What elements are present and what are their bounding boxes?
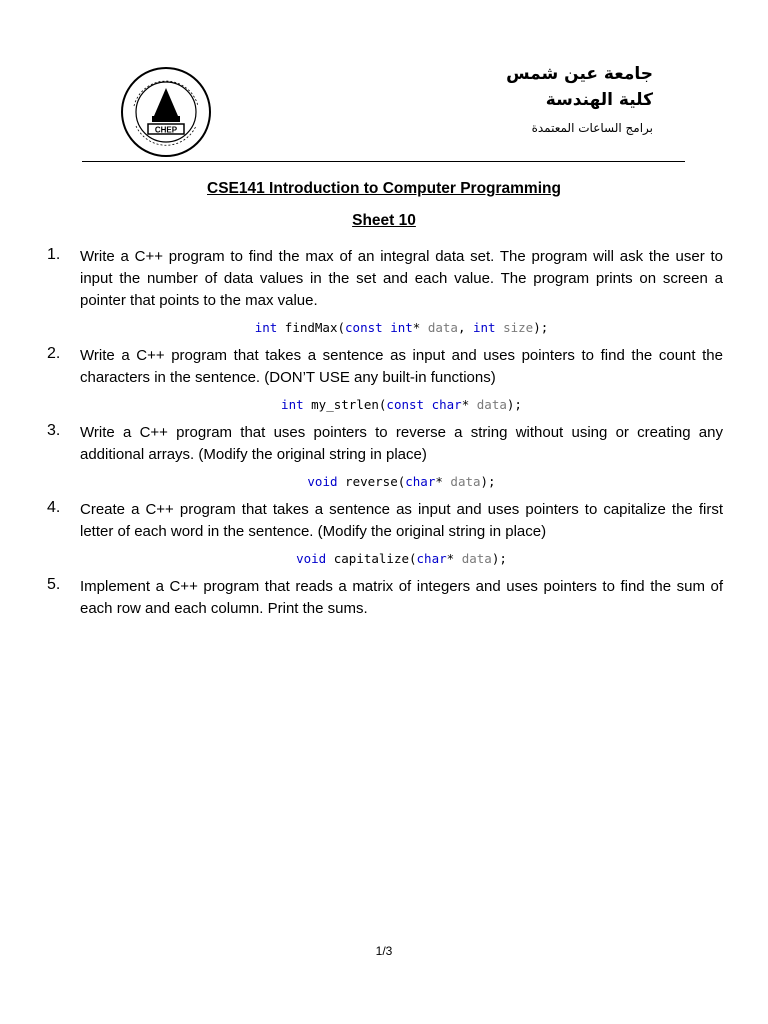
exercise-number: 1. [47,246,61,263]
code-token: data [427,320,458,335]
exercise-list [47,246,723,626]
exercise-number: 3. [47,422,61,439]
exercise-item [47,422,723,491]
exercise-text: Write a C++ program that uses pointers to reverse a string without using or creating any additional arrays. (Modify the original string in place) [80,424,723,463]
code-token: size [503,320,534,335]
exercise-number: 2. [47,345,61,362]
code-token: char [416,551,447,566]
program-name-arabic: برامج الساعات المعتمدة [531,121,653,135]
code-token: int [281,397,304,412]
university-name-arabic: جامعة عين شمس [506,64,653,84]
university-logo [120,66,212,158]
exercise-text: Write a C++ program to find the max of an integral data set. The program will ask the user to input the number of data values in the set and each value. The program prints on screen a pointer that points to the max value. [80,248,723,309]
faculty-name-arabic: كلية الهندسة [545,90,653,110]
code-token: findMax( [277,320,346,335]
code-token: * [435,474,451,489]
exercise-item [47,576,723,620]
code-token: const [345,320,383,335]
function-signature [80,396,723,414]
code-token: data [476,397,507,412]
exercise-text: Write a C++ program that takes a sentence as input and uses pointers to find the count the characters in the sentence. (DON’T USE any built-in functions) [80,347,723,386]
exercise-text: Implement a C++ program that reads a matrix of integers and uses pointers to find the sum of each row and each column. Print the sums. [80,578,723,617]
code-token: int [473,320,496,335]
sheet-title: Sheet 10 [352,212,416,229]
code-token: data [461,551,492,566]
code-token: int [254,320,278,335]
code-token: capitalize( [326,551,417,566]
exercise-text: Create a C++ program that takes a sentence as input and uses pointers to capitalize the first letter of each word in the sentence. (Modify the original string in place) [80,501,723,540]
exercise-number: 5. [47,576,61,593]
code-token: ); [506,397,522,412]
code-token: , [457,320,473,335]
exercise-item [47,345,723,414]
code-token: * [461,397,477,412]
code-token: const [386,397,425,412]
page-number: 1/3 [375,944,393,958]
code-token: char [405,474,436,489]
code-token [496,320,504,335]
code-token: my_strlen( [303,397,387,412]
code-token [424,397,432,412]
exercise-number: 4. [47,499,61,516]
code-token: data [450,474,481,489]
exercise-item [47,499,723,568]
code-token: ); [491,551,507,566]
course-title: CSE141 Introduction to Computer Programming [207,180,561,197]
code-token: char [431,397,462,412]
code-token: ); [533,320,549,335]
code-token: * [446,551,462,566]
header-divider [82,161,685,162]
code-token: * [412,320,428,335]
function-signature [80,550,723,568]
logo-label: CHEP [154,125,178,135]
code-token: int [390,320,413,335]
exercise-item [47,246,723,337]
code-token: void [296,551,327,566]
function-signature [80,319,723,337]
code-token: ); [480,474,496,489]
code-token: reverse( [337,474,406,489]
code-token: void [307,474,338,489]
function-signature [80,473,723,491]
